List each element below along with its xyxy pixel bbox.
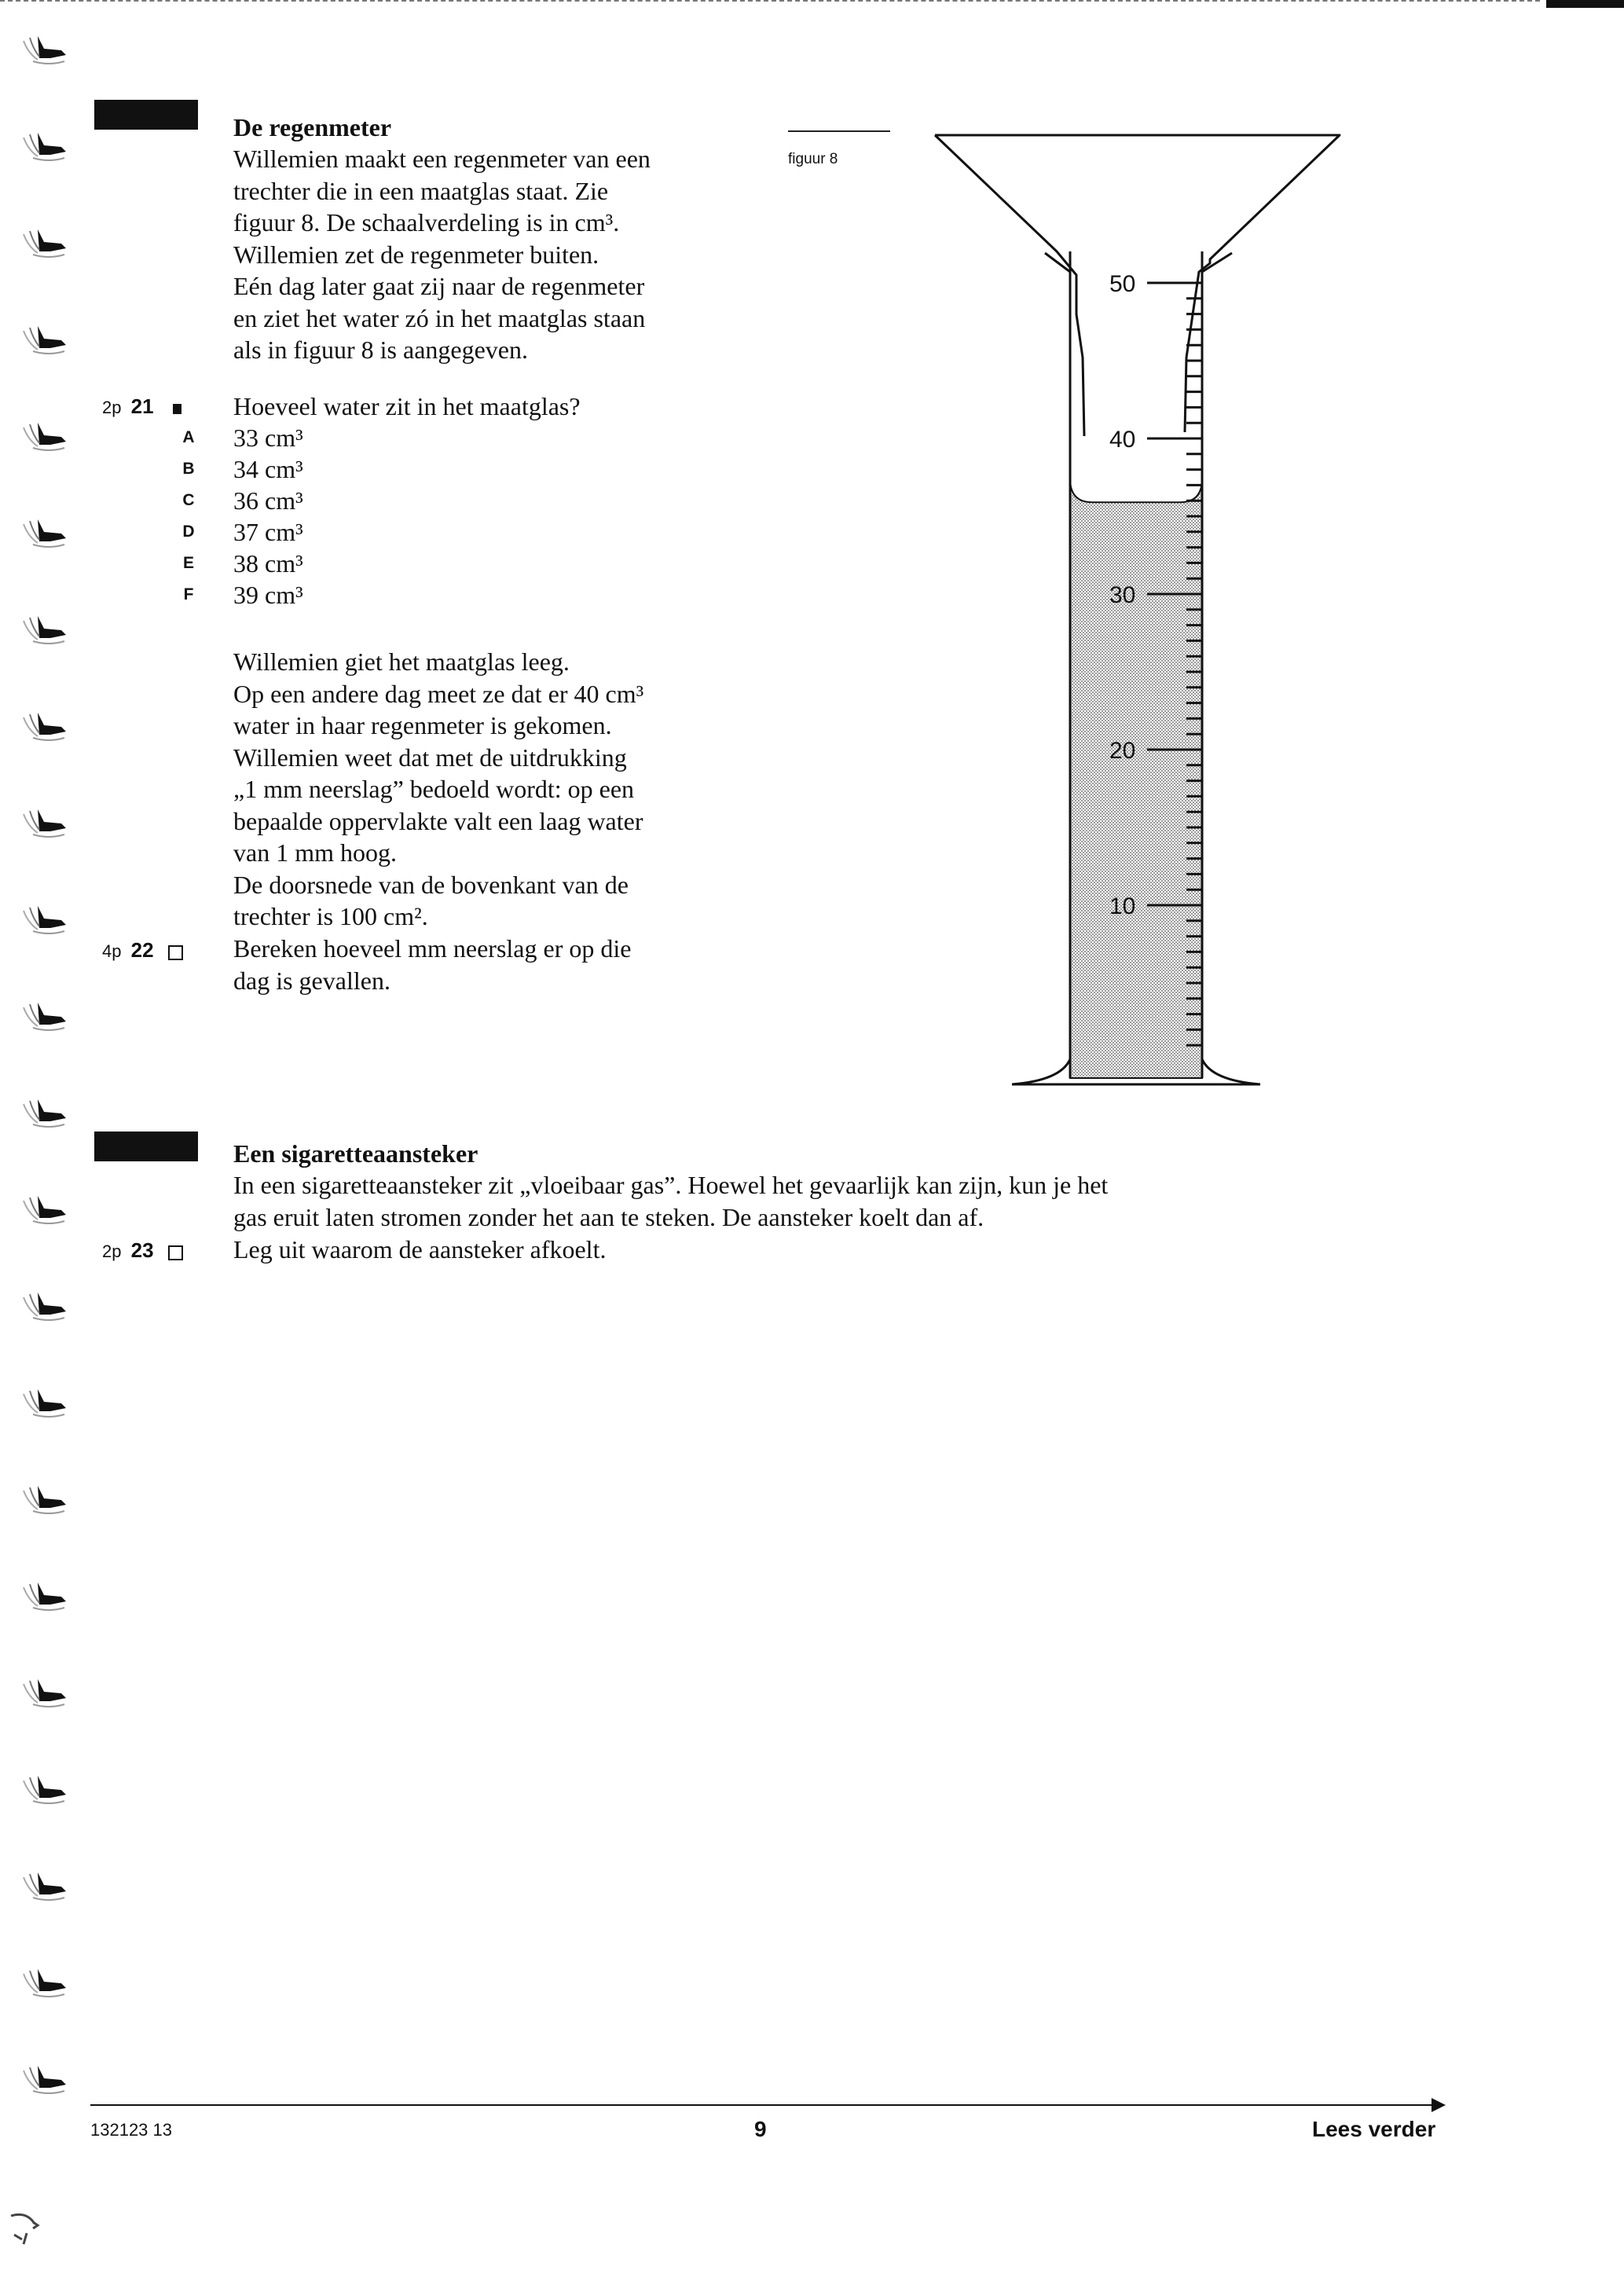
aansteker-line: gas eruit laten stromen zonder het aan te steken. De aansteker koelt dan af.: [233, 1202, 984, 1231]
intro-line: als in figuur 8 is aangegeven.: [233, 336, 528, 364]
intro-line: figuur 8. De schaalverdeling is in cm³.: [233, 208, 620, 237]
question-points: 2p: [102, 398, 122, 417]
intro-paragraph: [233, 143, 651, 366]
figure-rule: [788, 130, 890, 132]
checkbox-square-icon: [168, 1245, 183, 1260]
context-line: water in haar regenmeter is gekomen.: [233, 711, 612, 739]
section-title-regenmeter: De regenmeter: [233, 113, 392, 141]
option-letter: B: [182, 460, 195, 478]
aansteker-line: In een sigaretteaansteker zit „vloeibaar gas”. Hoewel het gevaarlijk kan zijn, kun je het: [233, 1171, 1109, 1199]
option-letter: E: [182, 554, 194, 572]
scale-label: 50: [1109, 271, 1136, 297]
option-letter: D: [182, 523, 195, 541]
question-21-meta: [102, 394, 181, 419]
section-title-aansteker: Een sigaretteaansteker: [233, 1139, 478, 1168]
option-e[interactable]: 38 cm³: [233, 549, 303, 578]
rain-gauge-figure: [927, 118, 1367, 1100]
question-number: 23: [130, 1238, 154, 1262]
context-line: De doorsnede van de bovenkant van de: [233, 870, 629, 899]
water-fill: [1070, 479, 1202, 1078]
option-a[interactable]: 33 cm³: [233, 424, 303, 452]
continue-label: Lees verder: [1312, 2117, 1436, 2141]
question-23-text: Leg uit waarom de aansteker afkoelt.: [233, 1235, 607, 1264]
question-line: Bereken hoeveel mm neerslag er op die: [233, 934, 632, 963]
context-line: bepaalde oppervlakte valt een laag water: [233, 806, 643, 835]
footer-rule: [90, 2104, 1434, 2106]
context-line: Willemien weet dat met de uitdrukking: [233, 743, 627, 772]
scale-label: 40: [1109, 427, 1136, 453]
question-number: 21: [130, 394, 154, 418]
question-22-text: [233, 933, 631, 996]
scale-label: 20: [1109, 738, 1136, 764]
intro-line: Eén dag later gaat zij naar de regenmeter: [233, 272, 645, 300]
context-line: Op een andere dag meet ze dat er 40 cm³: [233, 679, 644, 708]
context-paragraph: [233, 646, 643, 933]
question-points: 4p: [102, 941, 122, 961]
top-scan-border: [0, 0, 1540, 2]
intro-line: Willemien zet de regenmeter buiten.: [233, 240, 599, 269]
context-line: trechter is 100 cm².: [233, 902, 428, 930]
question-line: dag is gevallen.: [233, 966, 390, 995]
option-b[interactable]: 34 cm³: [233, 455, 303, 483]
question-23-meta: [102, 1238, 183, 1263]
intro-line: trechter die in een maatglas staat. Zie: [233, 176, 609, 205]
page-number: 9: [754, 2117, 767, 2141]
intro-line: Willemien maakt een regenmeter van een: [233, 145, 651, 173]
question-number: 22: [130, 938, 154, 962]
arrow-right-icon: [1432, 2098, 1446, 2112]
filled-square-icon: [173, 404, 181, 414]
scale-label: 30: [1109, 582, 1136, 608]
question-points: 2p: [102, 1242, 122, 1261]
figure-label: figuur 8: [788, 151, 838, 167]
option-letter: A: [182, 428, 195, 446]
option-f[interactable]: 39 cm³: [233, 581, 303, 609]
scan-mark: [3, 2200, 50, 2255]
section-bar-2: [94, 1131, 198, 1161]
option-d[interactable]: 37 cm³: [233, 518, 303, 546]
corner-mark: [1546, 0, 1624, 8]
option-letter: F: [183, 585, 194, 603]
checkbox-square-icon: [168, 945, 183, 960]
option-c[interactable]: 36 cm³: [233, 486, 303, 515]
context-line: van 1 mm hoog.: [233, 838, 397, 867]
binder-mark-icon: [24, 36, 66, 64]
intro-line: en ziet het water zó in het maatglas staan: [233, 303, 646, 332]
question-22-meta: [102, 938, 183, 963]
funnel: [935, 135, 1340, 436]
aansteker-paragraph: [233, 1169, 1108, 1233]
section-bar-1: [94, 100, 198, 130]
question-21-text: Hoeveel water zit in het maatglas?: [233, 392, 581, 420]
context-line: „1 mm neerslag” bedoeld wordt: op een: [233, 775, 635, 803]
option-letter: C: [182, 491, 195, 509]
context-line: Willemien giet het maatglas leeg.: [233, 647, 570, 676]
scale-label: 10: [1109, 893, 1136, 919]
exam-code: 132123 13: [90, 2120, 172, 2140]
binder-marks: [16, 31, 86, 2184]
